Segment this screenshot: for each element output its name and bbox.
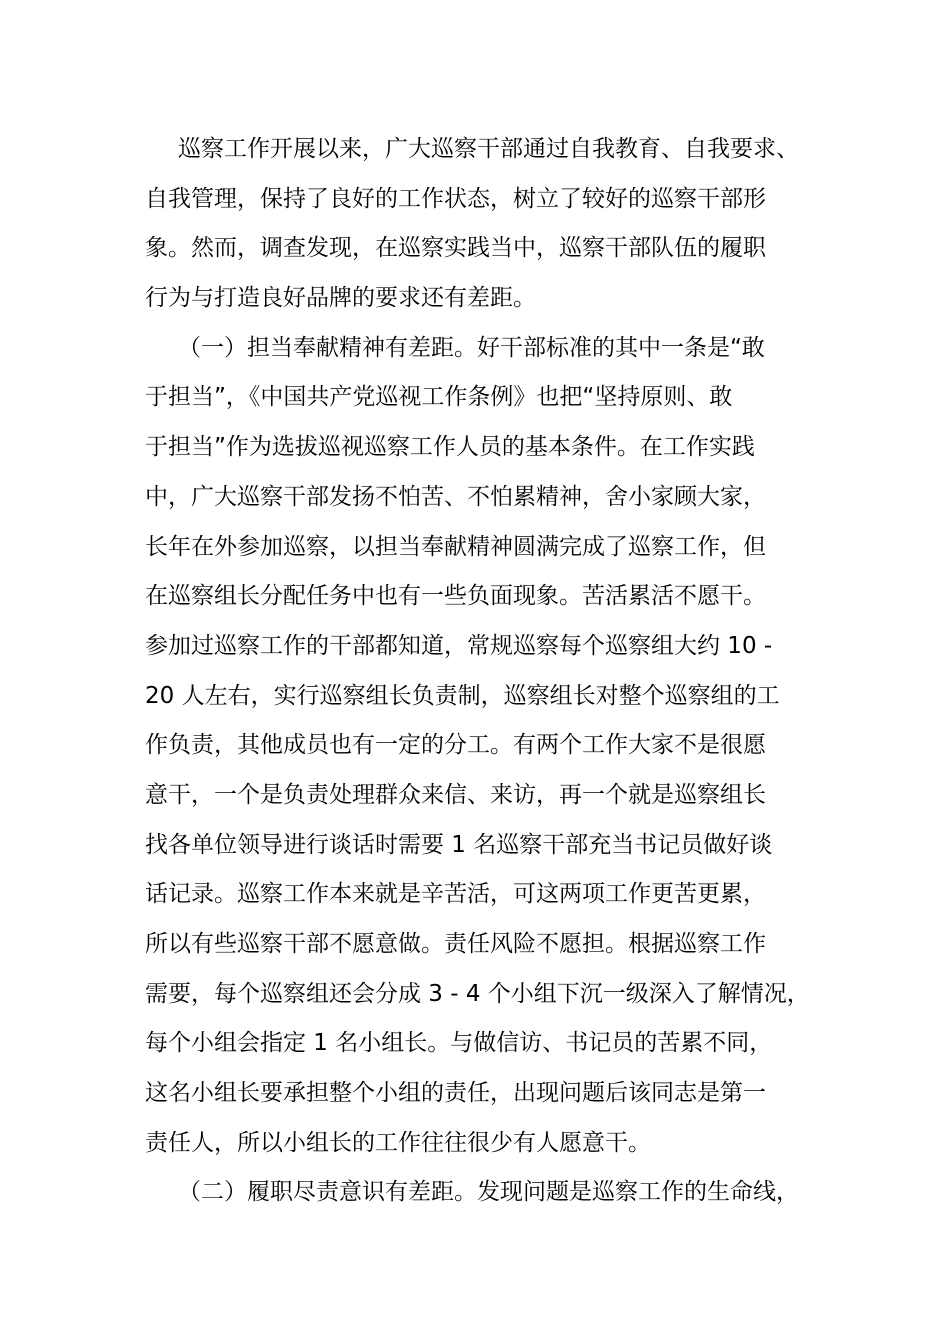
text-line: 于担当”作为选拔巡视巡察工作人员的基本条件。在工作实践: [145, 434, 755, 461]
text-line: 每个小组会指定 1 名小组长。与做信访、书记员的苦累不同，: [145, 1030, 773, 1057]
text-line: 20 人左右，实行巡察组长负责制，巡察组长对整个巡察组的工: [145, 682, 780, 709]
text-line: 自我管理，保持了良好的工作状态，树立了较好的巡察干部形: [145, 185, 766, 212]
paragraph-section-1: [145, 324, 825, 1169]
text-line: 这名小组长要承担整个小组的责任，出现问题后该同志是第一: [145, 1080, 766, 1107]
text-line: 找各单位领导进行谈话时需要 1 名巡察干部充当书记员做好谈: [145, 831, 773, 858]
text-line: 参加过巡察工作的干部都知道，常规巡察每个巡察组大约 10 -: [145, 632, 773, 659]
text-line: （二）履职尽责意识有差距。发现问题是巡察工作的生命线，: [178, 1179, 799, 1206]
paragraph-section-2: [145, 1168, 825, 1218]
text-line: 需要，每个巡察组还会分成 3 - 4 个小组下沉一级深入了解情况，: [145, 980, 810, 1007]
paragraph-intro: [145, 125, 825, 324]
text-line: 行为与打造良好品牌的要求还有差距。: [145, 285, 536, 312]
text-line: 作负责，其他成员也有一定的分工。有两个工作大家不是很愿: [145, 732, 766, 759]
text-line: 长年在外参加巡察，以担当奉献精神圆满完成了巡察工作，但: [145, 533, 766, 560]
text-line: 责任人，所以小组长的工作往往很少有人愿意干。: [145, 1129, 651, 1156]
document-body: [145, 125, 825, 1218]
text-line: 象。然而，调查发现，在巡察实践当中，巡察干部队伍的履职: [145, 235, 766, 262]
text-line: （一）担当奉献精神有差距。好干部标准的其中一条是“敢: [178, 334, 765, 361]
text-line: 意干，一个是负责处理群众来信、来访，再一个就是巡察组长: [145, 781, 766, 808]
text-line: 话记录。巡察工作本来就是辛苦活，可这两项工作更苦更累，: [145, 881, 766, 908]
text-line: 在巡察组长分配任务中也有一些负面现象。苦活累活不愿干。: [145, 583, 766, 610]
text-line: 中，广大巡察干部发扬不怕苦、不怕累精神，舍小家顾大家，: [145, 483, 766, 510]
text-line: 所以有些巡察干部不愿意做。责任风险不愿担。根据巡察工作: [145, 931, 766, 957]
text-line: 于担当”，《中国共产党巡视工作条例》也把“坚持原则、敢: [145, 384, 733, 411]
text-line: 巡察工作开展以来，广大巡察干部通过自我教育、自我要求、: [178, 136, 799, 162]
